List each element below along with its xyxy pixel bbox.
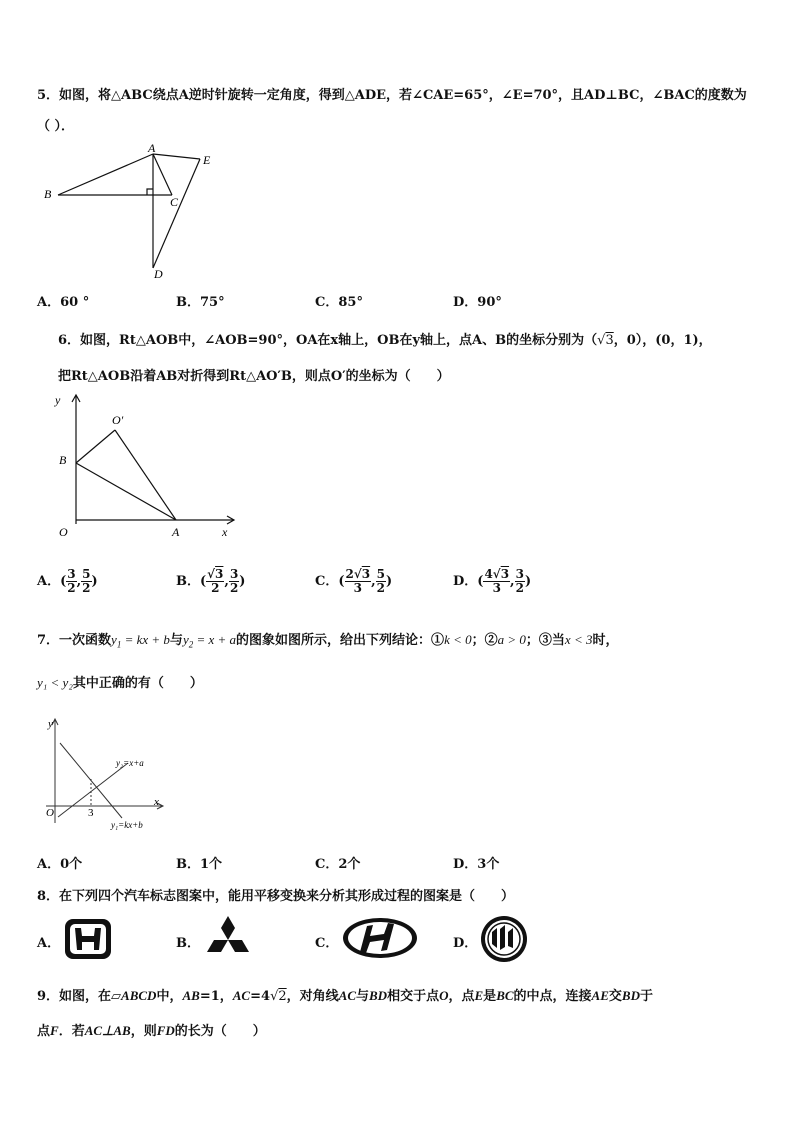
q6-option-a[interactable]: A．( $\frac{3}{2}$ , $\frac{5}{2}$ )	[37, 567, 98, 595]
q6-figure	[44, 390, 244, 540]
q7-label-y: y	[48, 718, 53, 730]
q6-label-x: x	[222, 525, 228, 539]
q5-option-b[interactable]: B．75°	[176, 295, 225, 310]
q6-stem-line2: 把Rt△AOB沿着AB对折得到Rt△AO′B，则点O′的坐标为（ ）	[58, 369, 450, 384]
buick-logo-icon[interactable]	[478, 914, 530, 964]
q7-stem-line2: y₁ < y₂其中正确的有（ ）	[37, 675, 203, 691]
q6-option-c[interactable]: C．( $\frac{2√3}{3}$ , $\frac{5}{2}$ )	[315, 567, 393, 595]
q6-label-B: B	[59, 453, 67, 467]
mitsubishi-logo-icon[interactable]	[200, 914, 256, 962]
q8-stem: 8．在下列四个汽车标志图案中，能用平移变换来分析其形成过程的图案是（ ）	[37, 889, 515, 904]
q7-option-d[interactable]: D．3个	[453, 857, 500, 872]
q9-stem-line2: 点F．若AC⊥AB，则FD的长为（ ）	[37, 1023, 266, 1039]
honda-logo-icon[interactable]	[63, 917, 113, 961]
q7-stem-line1: 7．一次函数$y_1$ = kx + b与$y_2 = x + a$的图象如图所示，给出下列结论：①k < 0；②a > 0；③当x < 3时，	[37, 632, 619, 650]
q6-label-Oprime: O′	[112, 413, 124, 427]
q7-label-line1: y₁=kx+b	[111, 820, 143, 830]
q8-option-a-label[interactable]: A．	[37, 936, 61, 951]
q7-option-c[interactable]: C．2个	[315, 857, 361, 872]
q7-option-a[interactable]: A．0个	[37, 857, 83, 872]
q6-label-O: O	[59, 525, 68, 539]
q5-stem-line2: （ ）．	[37, 119, 75, 134]
q7-label-O: O	[46, 807, 54, 819]
q8-option-c-label[interactable]: C．	[315, 936, 339, 951]
q6-option-d[interactable]: D．( $\frac{4√3}{3}$ , $\frac{3}{2}$ )	[453, 567, 532, 595]
q6-label-y: y	[55, 393, 61, 407]
q5-label-C: C	[170, 195, 179, 209]
hyundai-logo-icon[interactable]	[340, 915, 420, 961]
q5-figure	[40, 140, 230, 285]
q7-label-line2: y₂=x+a	[116, 758, 144, 768]
q6-label-A: A	[172, 525, 180, 539]
q8-option-d-label[interactable]: D．	[453, 936, 478, 951]
q7-option-b[interactable]: B．1个	[176, 857, 223, 872]
q5-label-E: E	[203, 153, 211, 167]
q7-label-x: x	[154, 796, 159, 808]
q5-option-c[interactable]: C．85°	[315, 295, 363, 310]
q5-option-d[interactable]: D．90°	[453, 295, 502, 310]
q7-label-3: 3	[88, 807, 94, 819]
q8-option-b-label[interactable]: B．	[176, 936, 200, 951]
q6-option-b[interactable]: B．( $\frac{√3}{2}$ , $\frac{3}{2}$ )	[176, 567, 246, 595]
q5-label-D: D	[154, 267, 163, 281]
q5-option-a[interactable]: A．60 °	[37, 295, 90, 310]
q6-stem-line1: 6．如图，Rt△AOB中，∠AOB=90°，OA在x轴上，OB在y轴上，点A、B的坐标分别为（√3，0），(0，1)，	[58, 333, 712, 348]
q7-figure	[38, 715, 173, 835]
q9-stem-line1: 9．如图，在▱ABCD中，AB=1，AC=4√2，对角线AC与BD相交于点O，点E是BC的中点，连接AE交BD于	[37, 988, 653, 1004]
q5-label-A: A	[148, 141, 156, 155]
q5-label-B: B	[44, 187, 52, 201]
q5-stem-line1: 5．如图，将△ABC绕点A逆时针旋转一定角度，得到△ADE，若∠CAE=65°，∠E=70°，且AD⊥BC，∠BAC的度数为	[37, 88, 747, 103]
